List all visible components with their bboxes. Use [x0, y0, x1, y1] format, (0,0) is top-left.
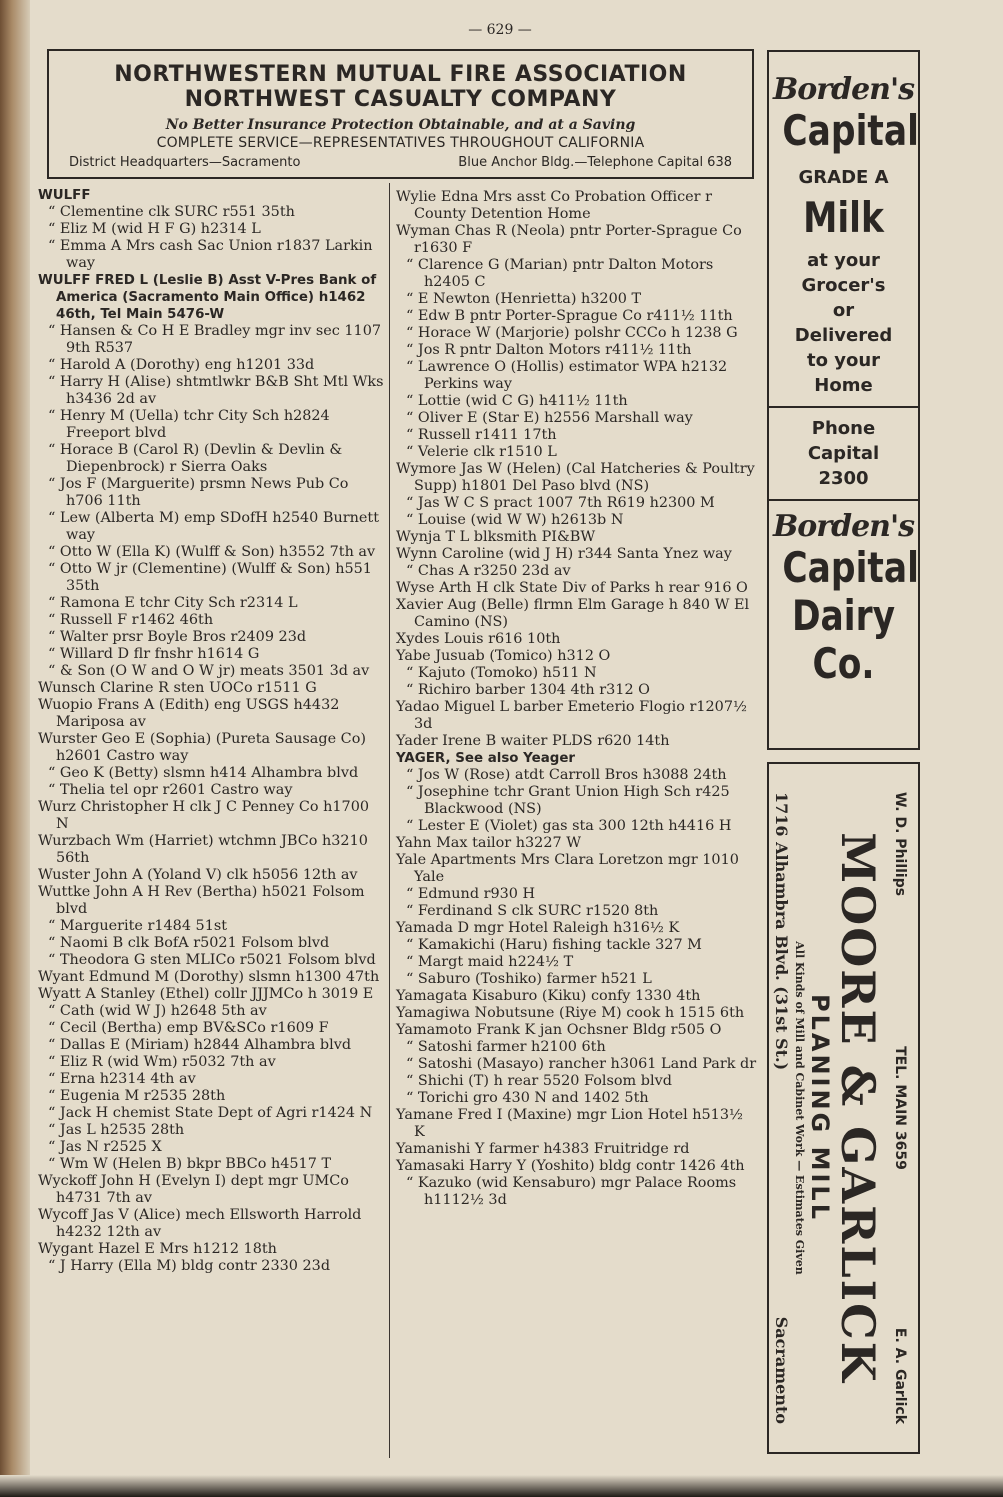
borden-tag-2: Grocer's	[801, 275, 886, 296]
ad-company-1: NORTHWESTERN MUTUAL FIRE ASSOCIATION	[114, 62, 687, 87]
directory-entry: “ Satoshi (Masayo) rancher h3061 Land Park dr	[406, 1056, 757, 1072]
directory-entry: Wurster Geo E (Sophia) (Pureta Sausage Co) h2601 Castro way	[38, 731, 366, 764]
directory-entry: “ Satoshi farmer h2100 6th	[406, 1039, 606, 1055]
directory-entry: “ Edw B pntr Porter-Sprague Co r411½ 11th	[406, 308, 733, 324]
directory-entry: “ Lew (Alberta M) emp SDofH h2540 Burnett way	[48, 510, 379, 543]
ad-service: COMPLETE SERVICE—REPRESENTATIVES THROUGHOUT CALIFORNIA	[156, 135, 645, 151]
directory-entry: “ Chas A r3250 23d av	[406, 563, 571, 579]
directory-entry: Wylie Edna Mrs asst Co Probation Officer r County Detention Home	[396, 189, 713, 222]
borden-dairy-2: Dairy	[791, 591, 896, 640]
ad-slogan: No Better Insurance Protection Obtainable, and at a Saving	[165, 117, 636, 133]
moore-owner-left: W. D. Phillips	[891, 792, 908, 897]
moore-services: All Kinds of Mill and Cabinet Work — Estimates Given	[792, 941, 806, 1275]
directory-entry: “ Thelia tel opr r2601 Castro way	[48, 782, 293, 798]
page-bottom-edge	[0, 1475, 1003, 1497]
insurance-advertisement	[47, 49, 754, 179]
directory-entry: Wurzbach Wm (Harriet) wtchmn JBCo h3210 56th	[38, 833, 368, 866]
directory-entry: “ J Harry (Ella M) bldg contr 2330 23d	[48, 1258, 331, 1274]
borden-rule-2	[769, 499, 918, 501]
directory-entry: Yamada D mgr Hotel Raleigh h316½ K	[396, 920, 680, 936]
directory-entry: “ E Newton (Henrietta) h3200 T	[406, 291, 642, 307]
directory-entry: Wygant Hazel E Mrs h1212 18th	[38, 1241, 277, 1257]
directory-entry: Wycoff Jas V (Alice) mech Ellsworth Harrold h4232 12th av	[38, 1207, 362, 1240]
directory-column-left	[38, 187, 386, 1275]
borden-tag-6: Home	[814, 375, 873, 396]
directory-entry: “ Kajuto (Tomoko) h511 N	[406, 665, 597, 681]
directory-entry: “ Geo K (Betty) slsmn h414 Alhambra blvd	[48, 765, 359, 781]
borden-brand: Borden's	[772, 72, 915, 107]
directory-entry: Yamamoto Frank K jan Ochsner Bldg r505 O	[396, 1022, 722, 1038]
directory-entry: Yamagiwa Nobutsune (Riye M) cook h 1515 6th	[396, 1005, 745, 1021]
directory-entry: “ Willard D flr fnshr h1614 G	[48, 646, 260, 662]
directory-entry: “ Naomi B clk BofA r5021 Folsom blvd	[48, 935, 330, 951]
directory-entry: “ Cath (wid W J) h2648 5th av	[48, 1003, 267, 1019]
directory-entry: “ Marguerite r1484 51st	[48, 918, 228, 934]
directory-entry: “ Dallas E (Miriam) h2844 Alhambra blvd	[48, 1037, 352, 1053]
directory-entry: Wyatt A Stanley (Ethel) collr JJJMCo h 3019 E	[38, 986, 374, 1002]
directory-entry: “ Eliz R (wid Wm) r5032 7th av	[48, 1054, 276, 1070]
directory-entry: “ Harry H (Alise) shtmtlwkr B&B Sht Mtl Wks h3436 2d av	[48, 374, 384, 407]
directory-entry: “ Harold A (Dorothy) eng h1201 33d	[48, 357, 315, 373]
directory-entry: “ Emma A Mrs cash Sac Union r1837 Larkin way	[48, 238, 373, 271]
directory-entry: “ Clarence G (Marian) pntr Dalton Motors h2405 C	[406, 257, 714, 290]
directory-entry: “ Horace W (Marjorie) polshr CCCo h 1238 G	[406, 325, 738, 341]
directory-entry: “ Jos W (Rose) atdt Carroll Bros h3088 24th	[406, 767, 727, 783]
directory-entry: “ Ferdinand S clk SURC r1520 8th	[406, 903, 659, 919]
directory-entry: “ Horace B (Carol R) (Devlin & Devlin & Diepenbrock) r Sierra Oaks	[48, 442, 343, 475]
borden-brand-2: Borden's	[772, 509, 915, 544]
directory-entry: Yale Apartments Mrs Clara Loretzon mgr 1010 Yale	[396, 852, 739, 885]
directory-entry: “ Jos R pntr Dalton Motors r411½ 11th	[406, 342, 692, 358]
directory-entry: “ Jas N r2525 X	[48, 1139, 162, 1155]
directory-entry: WULFF	[38, 188, 91, 203]
borden-capital: Capital	[782, 106, 919, 155]
borden-tag-1: at your	[807, 250, 880, 271]
directory-entry: “ Jas L h2535 28th	[48, 1122, 185, 1138]
directory-entry: Wyant Edmund M (Dorothy) slsmn h1300 47th	[38, 969, 380, 985]
ad-telephone: Blue Anchor Bldg.—Telephone Capital 638	[458, 155, 732, 170]
borden-tag-3: or	[832, 300, 855, 321]
borden-dairy-3: Co.	[812, 639, 875, 688]
directory-entry: Wymore Jas W (Helen) (Cal Hatcheries & Poultry Supp) h1801 Del Paso blvd (NS)	[396, 461, 755, 494]
directory-entry: “ Velerie clk r1510 L	[406, 444, 557, 460]
directory-entry: Wynn Caroline (wid J H) r344 Santa Ynez way	[396, 546, 732, 562]
directory-entry: “ Walter prsr Boyle Bros r2409 23d	[48, 629, 307, 645]
moore-garlick-advertisement	[767, 762, 920, 1454]
directory-entry: “ & Son (O W and O W jr) meats 3501 3d av	[48, 663, 370, 679]
directory-entry: “ Cecil (Bertha) emp BV&SCo r1609 F	[48, 1020, 329, 1036]
directory-entry: Yabe Jusuab (Tomico) h312 O	[396, 648, 611, 664]
borden-tag-4: Delivered	[794, 325, 893, 346]
page-binding	[0, 0, 30, 1497]
column-divider	[389, 183, 390, 1458]
directory-entry: “ Kazuko (wid Kensaburo) mgr Palace Rooms h1112½ 3d	[406, 1175, 737, 1208]
directory-entry: WULFF FRED L (Leslie B) Asst V-Pres Bank of America (Sacramento Main Office) h1462 46th, Tel Main 5476-W	[38, 273, 377, 322]
directory-entry: Yader Irene B waiter PLDS r620 14th	[396, 733, 670, 749]
borden-advertisement	[767, 50, 920, 750]
borden-grade: GRADE A	[798, 167, 889, 188]
directory-entry: “ Jos F (Marguerite) prsmn News Pub Co h706 11th	[48, 476, 349, 509]
directory-entry: Xavier Aug (Belle) flrmn Elm Garage h 840 W El Camino (NS)	[396, 597, 750, 630]
moore-rotated-block	[771, 778, 914, 1438]
directory-entry: Wunsch Clarine R sten UOCo r1511 G	[38, 680, 317, 696]
directory-entry: “ Lester E (Violet) gas sta 300 12th h4416 H	[406, 818, 732, 834]
directory-entry: Yadao Miguel L barber Emeterio Flogio r1207½ 3d	[396, 699, 747, 732]
directory-entry: “ Richiro barber 1304 4th r312 O	[406, 682, 650, 698]
directory-entry: Wyman Chas R (Neola) pntr Porter-Sprague Co r1630 F	[396, 223, 742, 256]
directory-entry: “ Oliver E (Star E) h2556 Marshall way	[406, 410, 693, 426]
directory-entry: “ Clementine clk SURC r551 35th	[48, 204, 295, 220]
directory-entry: “ Ramona E tchr City Sch r2314 L	[48, 595, 298, 611]
directory-entry: “ Eugenia M r2535 28th	[48, 1088, 226, 1104]
ad-contact	[49, 153, 752, 172]
directory-entry: Yamasaki Harry Y (Yoshito) bldg contr 1426 4th	[396, 1158, 745, 1174]
directory-entry: Yamane Fred I (Maxine) mgr Lion Hotel h513½ K	[396, 1107, 743, 1140]
borden-milk: Milk	[803, 193, 884, 242]
ad-headquarters: District Headquarters—Sacramento	[69, 155, 301, 170]
borden-phone-1: Phone	[811, 418, 876, 439]
directory-entry: “ Lottie (wid C G) h411½ 11th	[406, 393, 628, 409]
directory-entry: “ Lawrence O (Hollis) estimator WPA h2132 Perkins way	[406, 359, 728, 392]
directory-entry: Wurz Christopher H clk J C Penney Co h1700 N	[38, 799, 370, 832]
directory-entry: “ Erna h2314 4th av	[48, 1071, 196, 1087]
directory-column-right	[396, 189, 758, 1209]
directory-entry: “ Torichi gro 430 N and 1402 5th	[406, 1090, 649, 1106]
borden-rule-1	[769, 406, 918, 408]
directory-entry: YAGER, See also Yeager	[396, 751, 576, 766]
directory-entry: Wuopio Frans A (Edith) eng USGS h4432 Mariposa av	[38, 697, 340, 730]
moore-city: Sacramento	[771, 1316, 791, 1424]
directory-entry: “ Margt maid h224½ T	[406, 954, 574, 970]
directory-entry: Xydes Louis r616 10th	[396, 631, 561, 647]
moore-company-name: MOORE & GARLICK	[830, 832, 885, 1384]
borden-phone-3: 2300	[818, 468, 869, 489]
moore-owner-right: E. A. Garlick	[891, 1327, 908, 1424]
directory-entry: “ Edmund r930 H	[406, 886, 536, 902]
directory-entry: “ Louise (wid W W) h2613b N	[406, 512, 624, 528]
directory-entry: Wyckoff John H (Evelyn I) dept mgr UMCo h4731 7th av	[38, 1173, 349, 1206]
directory-entry: “ Josephine tchr Grant Union High Sch r425 Blackwood (NS)	[406, 784, 730, 817]
directory-entry: Yamanishi Y farmer h4383 Fruitridge rd	[396, 1141, 690, 1157]
directory-entry: Wuttke John A H Rev (Bertha) h5021 Folsom blvd	[38, 884, 365, 917]
directory-entry: Wynja T L blksmith PI&BW	[396, 529, 596, 545]
directory-entry: “ Hansen & Co H E Bradley mgr inv sec 1107 9th R537	[48, 323, 382, 356]
directory-entry: “ Otto W jr (Clementine) (Wulff & Son) h551 35th	[48, 561, 372, 594]
directory-entry: Wuster John A (Yoland V) clk h5056 12th av	[38, 867, 358, 883]
directory-entry: Wyse Arth H clk State Div of Parks h rear 916 O	[396, 580, 748, 596]
directory-entry: Yamagata Kisaburo (Kiku) confy 1330 4th	[396, 988, 701, 1004]
directory-entry: “ Eliz M (wid H F G) h2314 L	[48, 221, 261, 237]
borden-tag-5: to your	[806, 350, 881, 371]
moore-planing-mill: PLANING MILL	[805, 993, 834, 1222]
borden-phone-2: Capital	[807, 443, 880, 464]
directory-entry: “ Saburo (Toshiko) farmer h521 L	[406, 971, 652, 987]
moore-address: 1716 Alhambra Blvd. (31st St.)	[771, 792, 791, 1071]
directory-entry: “ Henry M (Uella) tchr City Sch h2824 Freeport blvd	[48, 408, 330, 441]
ad-company-2: NORTHWEST CASUALTY COMPANY	[184, 87, 617, 112]
directory-entry: “ Otto W (Ella K) (Wulff & Son) h3552 7th av	[48, 544, 376, 560]
borden-dairy-1: Capital	[782, 543, 919, 592]
directory-entry: “ Russell F r1462 46th	[48, 612, 214, 628]
moore-telephone: TEL. MAIN 3659	[891, 1046, 908, 1170]
directory-entry: “ Theodora G sten MLICo r5021 Folsom blvd	[48, 952, 376, 968]
directory-entry: “ Kamakichi (Haru) fishing tackle 327 M	[406, 937, 702, 953]
directory-entry: “ Jack H chemist State Dept of Agri r1424 N	[48, 1105, 373, 1121]
directory-entry: “ Russell r1411 17th	[406, 427, 557, 443]
page-number: — 629 —	[468, 22, 532, 38]
directory-entry: Yahn Max tailor h3227 W	[396, 835, 582, 851]
directory-entry: “ Wm W (Helen B) bkpr BBCo h4517 T	[48, 1156, 332, 1172]
directory-entry: “ Jas W C S pract 1007 7th R619 h2300 M	[406, 495, 715, 511]
directory-entry: “ Shichi (T) h rear 5520 Folsom blvd	[406, 1073, 672, 1089]
